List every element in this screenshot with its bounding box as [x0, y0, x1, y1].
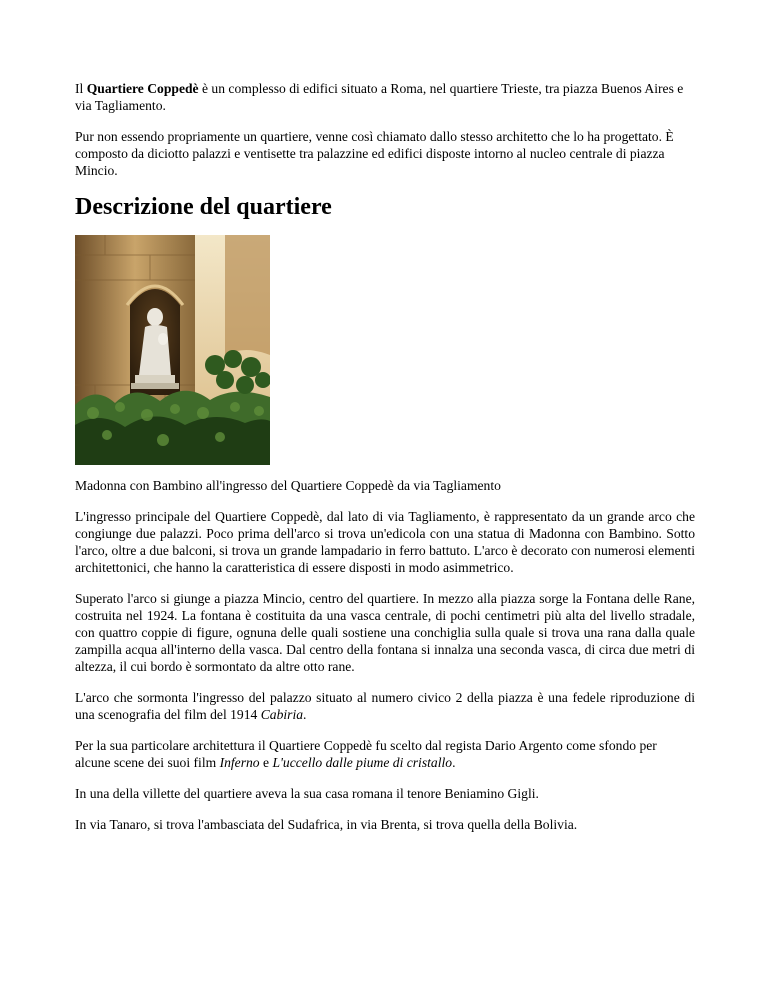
body-paragraph-2: Superato l'arco si giunge a piazza Mincio, centro del quartiere. In mezzo alla piazza sorge la Fontana delle Rane, costruita nel 1924. La fontana è costituita da una vasca centrale, di pochi centimetri più alta del livello stradale, con quattro coppie di figure, ognuna delle quali sostiene una conchiglia sulla quale si trova una rana dalla quale zampilla acqua all'interno della vasca. Dal centro della fontana si innalza una seconda vasca, di circa due metri di altezza, il cui bordo è sormontato da altre otto rane.	[75, 591, 695, 674]
figure-caption: Madonna con Bambino all'ingresso del Quartiere Coppedè da via Tagliamento	[75, 478, 501, 493]
intro-paragraph-1: Il Quartiere Coppedè è un complesso di edifici situato a Roma, nel quartiere Trieste, tra piazza Buenos Aires e via Tagliamento.	[75, 81, 684, 113]
intro-paragraph-2: Pur non essendo propriamente un quartiere, venne così chiamato dallo stesso architetto che lo ha progettato. È composto da diciotto palazzi e ventisette tra palazzine ed edifici disposte intorno al nucleo centrale di piazza Mincio.	[75, 129, 674, 178]
body-paragraph-6: In via Tanaro, si trova l'ambasciata del Sudafrica, in via Brenta, si trova quella della Bolivia.	[75, 817, 578, 832]
film-title-inferno: Inferno	[219, 755, 260, 770]
section-heading: Descrizione del quartiere	[75, 194, 332, 220]
intro-bold-term: Quartiere Coppedè	[86, 81, 199, 96]
body-paragraph-4: Per la sua particolare architettura il Quartiere Coppedè fu scelto dal regista Dario Argento come sfondo per alcune scene dei suoi film Inferno e L'uccello dalle piume di cristallo.	[75, 738, 657, 770]
madonna-photo	[75, 235, 270, 465]
film-title-cabiria: Cabiria	[260, 707, 304, 722]
madonna-photo-image	[75, 235, 270, 465]
body-paragraph-5: In una della villette del quartiere aveva la sua casa romana il tenore Beniamino Gigli.	[75, 786, 539, 801]
body-paragraph-1: L'ingresso principale del Quartiere Coppedè, dal lato di via Tagliamento, è rappresentato da un grande arco che congiunge due palazzi. Poco prima dell'arco si trova un'edicola con una statua di Madonna con Bambino. Sotto l'arco, oltre a due balconi, si trova un grande lampadario in ferro battuto. L'arco è decorato con numerosi elementi architettonici, che hanno la caratteristica di essere disposti in modo asimmetrico.	[75, 509, 695, 575]
body-paragraph-3: L'arco che sormonta l'ingresso del palazzo situato al numero civico 2 della piazza è una fedele riproduzione di una scenografia del film del 1914 Cabiria.	[75, 690, 695, 722]
film-title-uccello: L'uccello dalle piume di cristallo	[272, 755, 453, 770]
document-content	[75, 80, 695, 847]
